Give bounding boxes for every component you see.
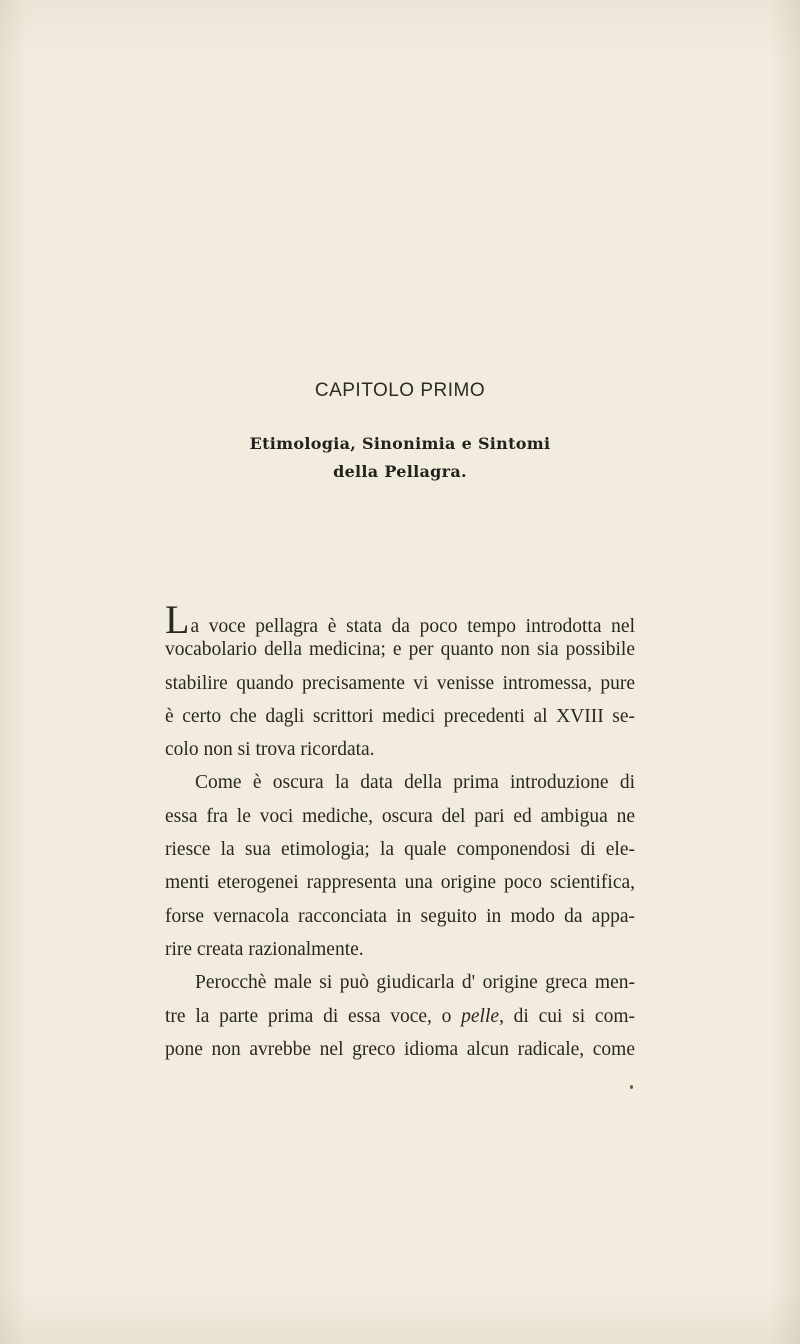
ink-speck xyxy=(630,1085,633,1089)
paragraph-1-line-1-text: a voce pellagra è stata da poco tempo introdotta nel xyxy=(190,616,635,637)
paragraph-2-line-5: forse vernacola racconciata in seguito in modo da appa- xyxy=(165,905,635,927)
paragraph-3-line-2-after: , di cui si com- xyxy=(499,1005,635,1027)
paragraph-1-line-2: vocabolario della medicina; e per quanto non sia possibile xyxy=(165,639,635,661)
paragraph-1-line-4: è certo che dagli scrittori medici precedenti al XVIII se- xyxy=(165,705,635,727)
chapter-subtitle-line-2: della Pellagra. xyxy=(333,462,467,481)
paragraph-2-line-3: riesce la sua etimologia; la quale componendosi di ele- xyxy=(165,839,635,861)
body-text xyxy=(165,597,635,1066)
paragraph-1-line-5: colo non si trova ricordata. xyxy=(165,739,375,761)
paragraph-3-line-2 xyxy=(165,1000,635,1033)
paragraph-2-line-2: essa fra le voci mediche, oscura del pari ed ambigua ne xyxy=(165,805,635,827)
paragraph-2-line-6: rire creata razionalmente. xyxy=(165,938,364,960)
chapter-subtitle-line-1: Etimologia, Sinonimia e Sintomi xyxy=(249,434,551,453)
paragraph-1-line-1 xyxy=(165,597,635,642)
paragraph-1-line-3: stabilire quando precisamente vi venisse intromessa, pure xyxy=(165,672,635,694)
paragraph-3-line-3: pone non avrebbe nel greco idioma alcun radicale, come xyxy=(165,1038,635,1060)
paragraph-3-line-2-before: tre la parte prima di essa voce, o xyxy=(165,1005,462,1027)
paragraph-2-line-1: Come è oscura la data della prima introduzione di xyxy=(195,772,635,794)
italic-word-pelle: pelle xyxy=(461,1005,500,1027)
chapter-title: CAPITOLO PRIMO xyxy=(314,380,486,401)
paragraph-3-line-1: Perocchè male si può giudicarla d' origine greca men- xyxy=(195,972,635,994)
paragraph-2-line-4: menti eterogenei rappresenta una origine poco scientifica, xyxy=(165,872,635,894)
drop-cap: L xyxy=(165,597,190,642)
